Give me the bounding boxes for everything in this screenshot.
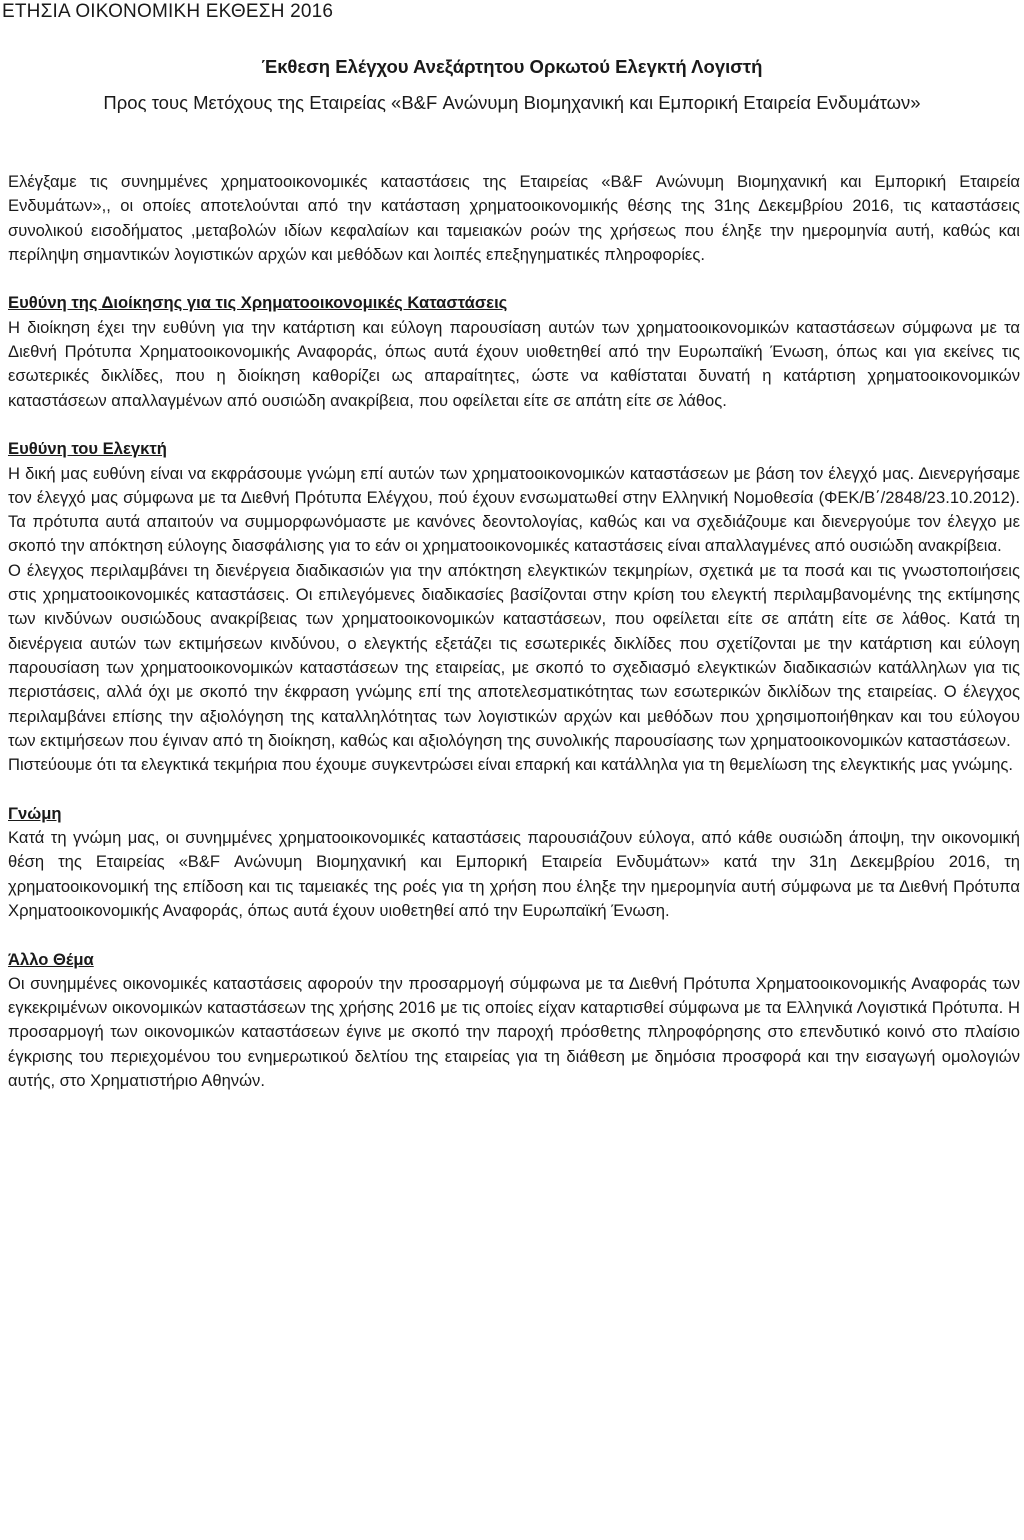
section-management-responsibility [8,291,1020,412]
section-paragraph: Οι συνημμένες οικονομικές καταστάσεις αφορούν την προσαρμογή σύμφωνα με τα Διεθνή Πρότυπα Χρηματοοικονομικής Αναφοράς των εγκεκριμένων οικονομικών καταστάσεων της χρήσης 2016 με τις οποίες είχαν καταρτισθεί σύμφωνα με τα Ελληνικά Λογιστικά Πρότυπα. Η προσαρμογή των οικονομικών καταστάσεων έγινε με σκοπό την παροχή πρόσθετης πληροφόρησης στο επενδυτικό κοινό στο πλαίσιο έγκρισης του περιεχομένου του ενημερωτικού δελτίου της εταιρείας για τη διάθεση με δημόσια προσφορά και την εισαγωγή ομολογιών αυτής, στο Χρηματιστήριο Αθηνών. [8,973,1020,1090]
section-paragraph: Η δική μας ευθύνη είναι να εκφράσουμε γνώμη επί αυτών των χρηματοοικονομικών καταστάσεων με βάση τον έλεγχό μας. Διενεργήσαμε τον έλεγχό μας σύμφωνα με τα Διεθνή Πρότυπα Ελέγχου, πού έχουν ενσωματωθεί στην Ελληνική Νομοθεσία (ΦΕΚ/Β΄/2848/23.10.2012). Τα πρότυπα αυτά απαιτούν να συμμορφωνόμαστε με κανόνες δεοντολογίας, καθώς και να σχεδιάζουμε και διενεργούμε τον έλεγχο με σκοπό την απόκτηση εύλογης διασφάλισης για το εάν οι χρηματοοικονομικές καταστάσεις είναι απαλλαγμένες από ουσιώδη ανακρίβεια. [8,463,1020,556]
section-paragraph: Κατά τη γνώμη μας, οι συνημμένες χρηματοοικονομικές καταστάσεις παρουσιάζουν εύλογα, από κάθε ουσιώδη άποψη, την οικονομική θέση της Εταιρείας «B&F Ανώνυμη Βιομηχανική και Εμπορική Εταιρεία Ενδυμάτων» κατά την 31η Δεκεμβρίου 2016, τη χρηματοοικονομική της επίδοση και τις ταμειακές της ροές για τη χρήση που έληξε την ημερομηνία αυτή σύμφωνα με τα Διεθνή Πρότυπα Χρηματοοικονομικής Αναφοράς, όπως αυτά έχουν υιοθετηθεί από την Ευρωπαϊκή Ένωση. [8,828,1020,920]
report-title: Έκθεση Ελέγχου Ανεξάρτητου Ορκωτού Ελεγκτή Λογιστή [261,56,763,77]
section-paragraph: Η διοίκηση έχει την ευθύνη για την κατάρτιση και εύλογη παρουσίαση αυτών των χρηματοοικονομικών καταστάσεων σύμφωνα με τα Διεθνή Πρότυπα Χρηματοοικονομικής Αναφοράς, όπως αυτά έχουν υιοθετηθεί από την Ευρωπαϊκή Ένωση, όπως και για εκείνες τις εσωτερικές δικλίδες, που η διοίκηση καθορίζει ως απαραίτητες, ώστε να καθίσταται δυνατή η κατάρτιση χρηματοοικονομικών καταστάσεων απαλλαγμένων από ουσιώδη ανακρίβεια, που οφείλεται είτε σε απάτη είτε σε λάθος. [8,317,1020,410]
intro-paragraph: Ελέγξαμε τις συνημμένες χρηματοοικονομικές καταστάσεις της Εταιρείας «B&F Ανώνυμη Βιομηχανική και Εμπορική Εταιρεία Ενδυμάτων»,, οι οποίες αποτελούνται από την κατάσταση χρηματοοικονομικής θέσης της 31ης Δεκεμβρίου 2016, τις καταστάσεις συνολικού εισοδήματος ,μεταβολών ιδίων κεφαλαίων και ταμειακών ροών της χρήσεως που έληξε την ημερομηνία αυτή, καθώς και περίληψη σημαντικών λογιστικών αρχών και μεθόδων και λοιπές επεξηγηματικές πληροφορίες. [8,172,1020,264]
section-heading: Ευθύνη της Διοίκησης για τις Χρηματοοικονομικές Καταστάσεις [8,293,508,313]
report-body [8,170,1020,1093]
section-other-matter [8,948,1020,1094]
section-heading: Ευθύνη του Ελεγκτή [8,439,167,459]
section-paragraph: Πιστεύουμε ότι τα ελεγκτικά τεκμήρια που έχουμε συγκεντρώσει είναι επαρκή και κατάλληλα για τη θεμελίωση της ελεγκτικής μας γνώμης. [8,755,1013,775]
report-addressee: Προς τους Μετόχους της Εταιρείας «B&F Ανώνυμη Βιομηχανική και Εμπορική Εταιρεία Ενδυμάτων» [103,92,921,113]
section-opinion [8,802,1020,923]
running-header: ΕΤΗΣΙΑ ΟΙΚΟΝΟΜΙΚΗ ΕΚΘΕΣΗ 2016 [2,1,334,22]
section-heading: Άλλο Θέμα [8,949,94,969]
section-paragraph: Ο έλεγχος περιλαμβάνει τη διενέργεια διαδικασιών για την απόκτηση ελεγκτικών τεκμηρίων, σχετικά με τα ποσά και τις γνωστοποιήσεις στις χρηματοοικονομικές καταστάσεις. Οι επιλεγόμενες διαδικασίες βασίζονται στην κρίση του ελεγκτή περιλαμβανομένης της εκτίμησης των κινδύνων ουσιώδους ανακρίβειας των χρηματοοικονομικών καταστάσεων, που οφείλεται είτε σε απάτη είτε σε λάθος. Κατά τη διενέργεια αυτών των εκτιμήσεων κινδύνου, ο ελεγκτής εξετάζει τις εσωτερικές δικλίδες που σχετίζονται με την κατάρτιση και εύλογη παρουσίαση των χρηματοοικονομικών καταστάσεων της εταιρείας, με σκοπό το σχεδιασμό ελεγκτικών διαδικασιών κατάλληλων για τις περιστάσεις, αλλά όχι με σκοπό την έκφραση γνώμης επί της αποτελεσματικότητας των εσωτερικών δικλίδων της εταιρείας. Ο έλεγχος περιλαμβάνει επίσης την αξιολόγηση της καταλληλότητας των λογιστικών αρχών και μεθόδων που χρησιμοποιήθηκαν και του εύλογου των εκτιμήσεων που έγιναν από τη διοίκηση, καθώς και αξιολόγηση της συνολικής παρουσίασης των χρηματοοικονομικών καταστάσεων. [8,560,1020,750]
section-heading: Γνώμη [8,803,62,823]
section-auditor-responsibility [8,437,1020,777]
